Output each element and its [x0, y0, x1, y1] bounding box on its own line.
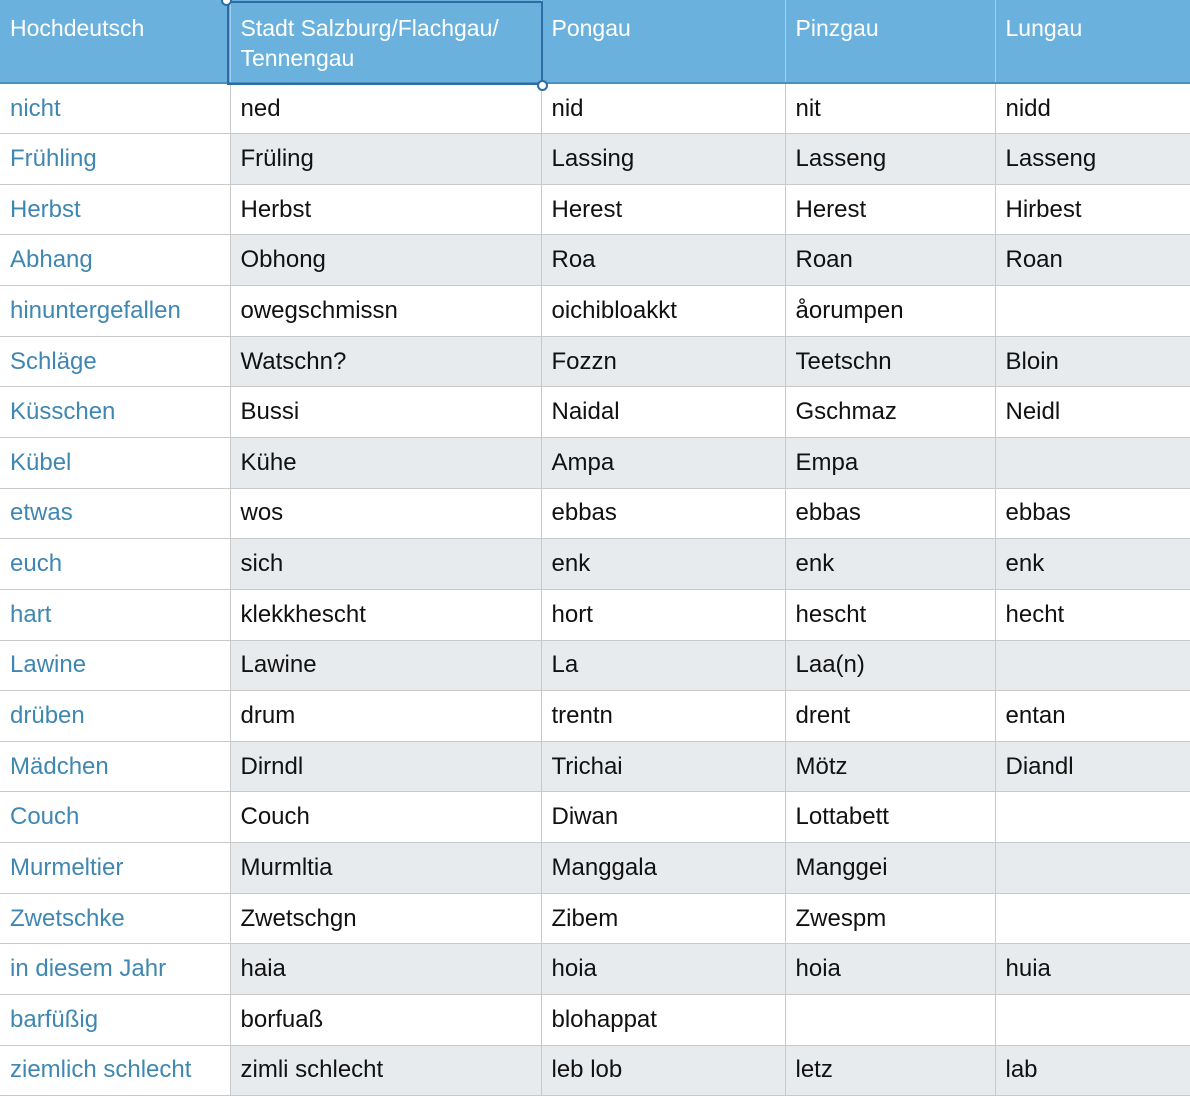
table-cell[interactable]: Früling [230, 134, 541, 185]
table-cell[interactable]: oichibloakkt [541, 286, 785, 337]
table-row [0, 944, 1190, 995]
table-row [0, 640, 1190, 691]
table-cell[interactable]: Watschn? [230, 336, 541, 387]
row-key-cell[interactable]: Schläge [0, 336, 230, 387]
table-row [0, 843, 1190, 894]
table-cell[interactable]: huia [995, 944, 1190, 995]
table-cell[interactable]: Diandl [995, 741, 1190, 792]
row-key-cell[interactable]: nicht [0, 83, 230, 134]
table-row [0, 83, 1190, 134]
row-key-cell[interactable]: Kübel [0, 437, 230, 488]
table-cell[interactable]: Couch [230, 792, 541, 843]
row-key-cell[interactable]: etwas [0, 488, 230, 539]
table-row [0, 741, 1190, 792]
table-cell[interactable]: Lassing [541, 134, 785, 185]
table-row [0, 792, 1190, 843]
table-cell[interactable]: trentn [541, 691, 785, 742]
table-cell[interactable]: Empa [785, 437, 995, 488]
table-cell[interactable]: Lottabett [785, 792, 995, 843]
table-cell[interactable]: Bloin [995, 336, 1190, 387]
table-cell[interactable]: leb lob [541, 1045, 785, 1096]
table-row [0, 235, 1190, 286]
table-cell[interactable]: owegschmissn [230, 286, 541, 337]
table-cell[interactable]: ebbas [541, 488, 785, 539]
table-cell[interactable] [995, 437, 1190, 488]
table-cell[interactable]: Herbst [230, 184, 541, 235]
table-cell[interactable]: wos [230, 488, 541, 539]
header-salzburg-flachgau-tennengau[interactable]: Stadt Salzburg/Flachgau/ Tennengau [230, 0, 541, 83]
row-key-cell[interactable]: Zwetschke [0, 893, 230, 944]
table-cell[interactable]: entan [995, 691, 1190, 742]
table-row [0, 691, 1190, 742]
table-cell[interactable]: hoia [541, 944, 785, 995]
table-cell[interactable]: drum [230, 691, 541, 742]
header-pongau[interactable]: Pongau [541, 0, 785, 83]
table-cell[interactable]: Naidal [541, 387, 785, 438]
table-cell[interactable]: klekkhescht [230, 589, 541, 640]
table-cell[interactable]: nid [541, 83, 785, 134]
table-cell[interactable]: nidd [995, 83, 1190, 134]
table-row [0, 1045, 1190, 1096]
row-key-cell[interactable]: euch [0, 539, 230, 590]
table-cell[interactable]: Herest [541, 184, 785, 235]
table-cell[interactable]: La [541, 640, 785, 691]
table-cell[interactable]: Hirbest [995, 184, 1190, 235]
table-cell[interactable]: enk [995, 539, 1190, 590]
selection-handle-bottom-right[interactable] [537, 80, 548, 91]
table-cell[interactable]: Manggei [785, 843, 995, 894]
row-key-cell[interactable]: Herbst [0, 184, 230, 235]
table-cell[interactable] [995, 286, 1190, 337]
table-cell[interactable]: Herest [785, 184, 995, 235]
table-cell[interactable]: Bussi [230, 387, 541, 438]
table-row [0, 437, 1190, 488]
table-cell[interactable]: Fozzn [541, 336, 785, 387]
row-key-cell[interactable]: hinuntergefallen [0, 286, 230, 337]
table-cell[interactable] [995, 843, 1190, 894]
table-cell[interactable]: haia [230, 944, 541, 995]
table-cell[interactable]: Trichai [541, 741, 785, 792]
table-cell[interactable]: Zwespm [785, 893, 995, 944]
table-row [0, 134, 1190, 185]
table-row [0, 286, 1190, 337]
row-key-cell[interactable]: drüben [0, 691, 230, 742]
table-cell[interactable]: Dirndl [230, 741, 541, 792]
table-cell[interactable] [995, 640, 1190, 691]
row-key-cell[interactable]: barfüßig [0, 995, 230, 1046]
table-cell[interactable]: hoia [785, 944, 995, 995]
table-cell[interactable] [995, 893, 1190, 944]
table-cell[interactable]: ned [230, 83, 541, 134]
row-key-cell[interactable]: Murmeltier [0, 843, 230, 894]
row-key-cell[interactable]: in diesem Jahr [0, 944, 230, 995]
row-key-cell[interactable]: Küsschen [0, 387, 230, 438]
table-row [0, 893, 1190, 944]
table-cell[interactable]: åorumpen [785, 286, 995, 337]
table-cell[interactable]: Laa(n) [785, 640, 995, 691]
table-cell[interactable] [995, 792, 1190, 843]
table-cell[interactable]: ebbas [785, 488, 995, 539]
table-cell[interactable]: drent [785, 691, 995, 742]
header-pinzgau[interactable]: Pinzgau [785, 0, 995, 83]
row-key-cell[interactable]: Mädchen [0, 741, 230, 792]
header-lungau[interactable]: Lungau [995, 0, 1190, 83]
table-cell[interactable]: Roan [995, 235, 1190, 286]
table-cell[interactable] [995, 995, 1190, 1046]
table-cell[interactable] [785, 995, 995, 1046]
table-cell[interactable]: lab [995, 1045, 1190, 1096]
table-cell[interactable]: Roa [541, 235, 785, 286]
table-cell[interactable]: Kühe [230, 437, 541, 488]
table-row [0, 589, 1190, 640]
table-row [0, 184, 1190, 235]
table-cell[interactable]: Gschmaz [785, 387, 995, 438]
table-row [0, 336, 1190, 387]
table-cell[interactable]: Diwan [541, 792, 785, 843]
table-cell[interactable]: enk [541, 539, 785, 590]
row-key-cell[interactable]: hart [0, 589, 230, 640]
row-key-cell[interactable]: Abhang [0, 235, 230, 286]
table-cell[interactable]: Roan [785, 235, 995, 286]
table-cell[interactable]: letz [785, 1045, 995, 1096]
table-body [0, 83, 1190, 1096]
table-cell[interactable]: sich [230, 539, 541, 590]
table-cell[interactable]: hort [541, 589, 785, 640]
table-row [0, 995, 1190, 1046]
table-cell[interactable]: Zwetschgn [230, 893, 541, 944]
header-row [0, 0, 1190, 83]
row-key-cell[interactable]: Couch [0, 792, 230, 843]
table-cell[interactable]: Ampa [541, 437, 785, 488]
table-row [0, 387, 1190, 438]
header-hochdeutsch[interactable]: Hochdeutsch [0, 0, 230, 83]
table-row [0, 488, 1190, 539]
table-cell[interactable]: enk [785, 539, 995, 590]
row-key-cell[interactable]: Frühling [0, 134, 230, 185]
table-cell[interactable]: Neidl [995, 387, 1190, 438]
table-cell[interactable]: Mötz [785, 741, 995, 792]
table-cell[interactable]: blohappat [541, 995, 785, 1046]
table-cell[interactable]: Lawine [230, 640, 541, 691]
table-cell[interactable]: borfuaß [230, 995, 541, 1046]
table-cell[interactable]: Manggala [541, 843, 785, 894]
table-cell[interactable]: ebbas [995, 488, 1190, 539]
table-cell[interactable]: Murmltia [230, 843, 541, 894]
table-cell[interactable]: zimli schlecht [230, 1045, 541, 1096]
table-cell[interactable]: Lasseng [995, 134, 1190, 185]
row-key-cell[interactable]: Lawine [0, 640, 230, 691]
table-cell[interactable]: nit [785, 83, 995, 134]
table-cell[interactable]: hecht [995, 589, 1190, 640]
row-key-cell[interactable]: ziemlich schlecht [0, 1045, 230, 1096]
table-cell[interactable]: Zibem [541, 893, 785, 944]
table-cell[interactable]: Obhong [230, 235, 541, 286]
table-cell[interactable]: hescht [785, 589, 995, 640]
table-row [0, 539, 1190, 590]
table-cell[interactable]: Lasseng [785, 134, 995, 185]
table-cell[interactable]: Teetschn [785, 336, 995, 387]
